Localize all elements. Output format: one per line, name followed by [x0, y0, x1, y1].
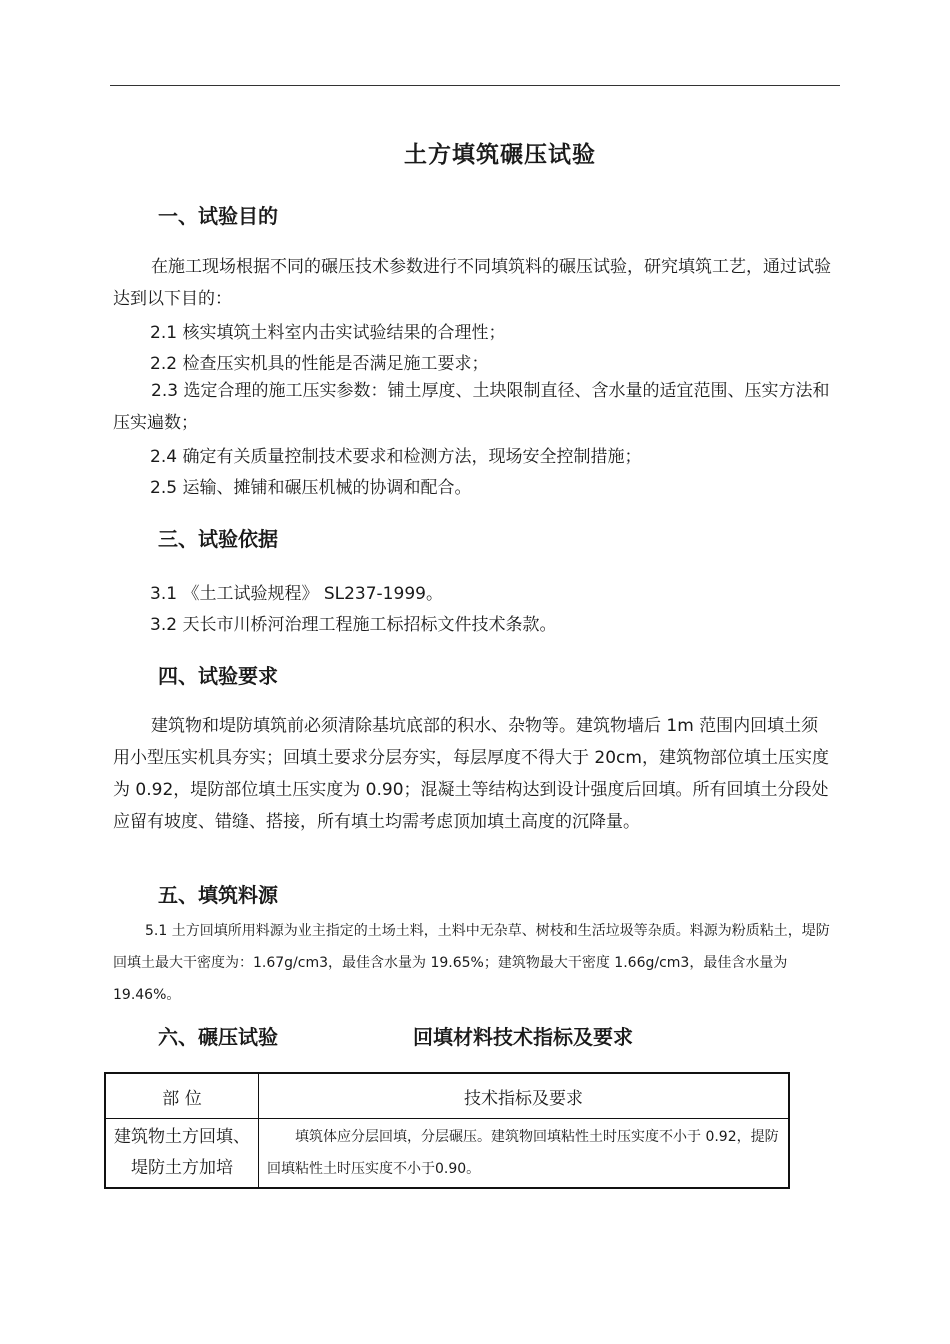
table-header-row [105, 1073, 789, 1119]
cell-spec-text: 填筑体应分层回填，分层碾压。建筑物回填粘性土时压实度不小于 0.92，提防回填粘性土时压实度不小于0.90。 [267, 1129, 779, 1177]
purpose-intro: 在施工现场根据不同的碾压技术参数进行不同填筑料的碾压试验，研究填筑工艺，通过试验达到以下目的： [113, 257, 831, 309]
table-title: 回填材料技术指标及要求 [413, 1025, 633, 1049]
section-heading-rolling-test: 六、碾压试验 [158, 1025, 278, 1049]
document-title: 土方填筑碾压试验 [404, 142, 596, 168]
section-heading-purpose: 一、试验目的 [158, 204, 278, 228]
purpose-item-2-1: 2.1 核实填筑土料室内击实试验结果的合理性； [150, 323, 506, 343]
basis-item-3-2: 3.2 天长市川桥河治理工程施工标招标文件技术条款。 [150, 615, 557, 635]
section-heading-requirements: 四、试验要求 [158, 664, 278, 688]
section-heading-fill-source: 五、填筑料源 [158, 883, 278, 907]
purpose-item-2-4: 2.4 确定有关质量控制技术要求和检测方法，现场安全控制措施； [150, 447, 642, 467]
purpose-item-2-2: 2.2 检查压实机具的性能是否满足施工要求； [150, 354, 489, 374]
section-heading-basis: 三、试验依据 [158, 527, 278, 551]
header-spec: 技术指标及要求 [259, 1073, 790, 1119]
header-rule [110, 85, 840, 86]
requirements-body: 建筑物和堤防填筑前必须清除基坑底部的积水、杂物等。建筑物墙后 1m 范围内回填土须用小型压实机具夯实；回填土要求分层夯实，每层厚度不得大于 20cm，建筑物部位填土压实度为 0.92，堤防部位填土压实度为 0.90；混凝土等结构达到设计强度后回填。所有回填土分段处应留有坡度、错缝、搭接，所有填土均需考虑顶加填土高度的沉降量。 [113, 716, 829, 832]
cell-part: 建筑物土方回填、堤防土方加培 [105, 1119, 259, 1189]
table-row [105, 1119, 789, 1189]
spec-table [104, 1072, 790, 1189]
fill-source-body: 5.1 土方回填所用料源为业主指定的土场土料，土料中无杂草、树枝和生活垃圾等杂质。料源为粉质粘土，堤防回填土最大干密度为：1.67g/cm3，最佳含水量为 19.65%；建筑物最大干密度 1.66g/cm3，最佳含水量为 19.46%。 [113, 923, 830, 1003]
basis-item-3-1: 3.1 《土工试验规程》 SL237-1999。 [150, 584, 443, 604]
purpose-item-2-5: 2.5 运输、摊铺和碾压机械的协调和配合。 [150, 478, 472, 498]
purpose-item-2-3: 2.3 选定合理的施工压实参数：铺土厚度、土块限制直径、含水量的适宜范围、压实方法和压实遍数； [113, 381, 830, 433]
header-part: 部 位 [105, 1073, 259, 1119]
cell-spec [259, 1119, 790, 1189]
